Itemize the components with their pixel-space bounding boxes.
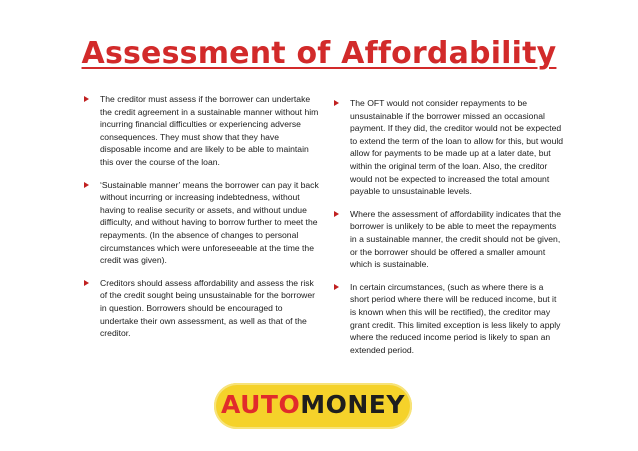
bullet-text: The creditor must assess if the borrower can undertake the credit agreement in a sustainable manner without him incurring financial difficulties or experiencing adverse consequences. They must show that they have disposable income and are likely to be able to maintain this over the course of the loan.	[100, 94, 319, 167]
bullet-arrow-icon	[84, 96, 89, 102]
logo-text-money: MONEY	[300, 390, 405, 419]
bullet-item	[84, 277, 320, 340]
right-column	[334, 97, 564, 366]
logo-text-auto: AUTO	[221, 390, 301, 419]
bullet-item	[334, 208, 564, 271]
bullet-item	[334, 97, 564, 198]
bullet-arrow-icon	[334, 100, 339, 106]
bullet-item	[84, 93, 320, 169]
slide-title: Assessment of Affordability	[81, 36, 557, 71]
bullet-text: Where the assessment of affordability indicates that the borrower is unlikely to be able to meet the repayments in a sustainable manner, the credit should not be given, or the borrower should be offered a smaller amount which is sustainable.	[350, 208, 561, 270]
bullet-text: The OFT would not consider repayments to be unsustainable if the borrower missed an occasional payment. If they did, the creditor would not be expected to extend the term of the loan to allow for this, but would allow for payments to be made up at a later date, but within the original term of the loan. Also, the creditor would not be expected to increased the total amount payable to unsustainable levels.	[350, 98, 564, 197]
bullet-text: Creditors should assess affordability and assess the risk of the credit sought being unsustainable for the borrower in question. Borrowers should be encouraged to undertake their own assessment, as well as that of the creditor.	[100, 277, 315, 339]
bullet-arrow-icon	[334, 284, 339, 290]
bullet-text: In certain circumstances, (such as where there is a short period where there will be reduced income, but it is known when this will be rectified), the creditor may grant credit. This limited exception is less likely to apply where the reduced income period is likely to span an extended period.	[350, 281, 561, 355]
bullet-text: ‘Sustainable manner’ means the borrower can pay it back without incurring or increasing indebtedness, without having to realise security or assets, and without undue difficulty, and without having to borrow further to meet the repayments. (In the absence of changes to personal circumstances which were unforeseeable at the time the credit was given).	[100, 179, 319, 266]
bullet-item	[84, 179, 320, 267]
logo-wordmark	[214, 390, 412, 419]
bullet-arrow-icon	[334, 211, 339, 217]
left-column	[84, 93, 320, 350]
bullet-item	[334, 281, 564, 357]
bullet-arrow-icon	[84, 280, 89, 286]
automoney-logo	[214, 383, 412, 429]
bullet-arrow-icon	[84, 182, 89, 188]
